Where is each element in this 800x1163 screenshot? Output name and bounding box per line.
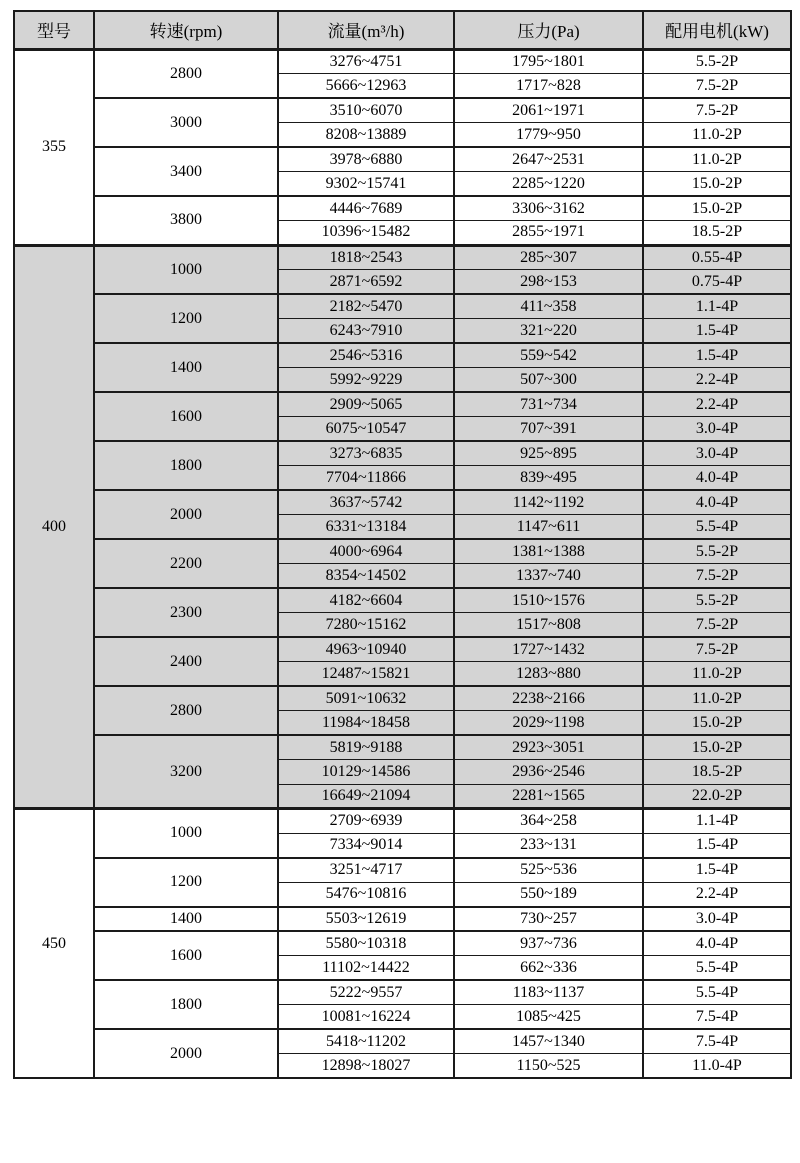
flow-cell: 7704~11866 [278,466,454,491]
motor-cell: 11.0-2P [643,686,791,711]
flow-cell: 2709~6939 [278,809,454,834]
pressure-cell: 1795~1801 [454,49,643,74]
motor-cell: 2.2-4P [643,368,791,393]
pressure-cell: 2029~1198 [454,711,643,736]
pressure-cell: 2285~1220 [454,172,643,197]
col-header-speed: 转速(rpm) [94,11,278,49]
flow-cell: 11102~14422 [278,956,454,981]
pressure-cell: 1779~950 [454,123,643,148]
flow-cell: 3276~4751 [278,49,454,74]
flow-cell: 8208~13889 [278,123,454,148]
motor-cell: 3.0-4P [643,441,791,466]
flow-cell: 6331~13184 [278,515,454,540]
rpm-cell: 3000 [94,98,278,147]
pressure-cell: 839~495 [454,466,643,491]
pressure-cell: 2281~1565 [454,784,643,809]
pressure-cell: 364~258 [454,809,643,834]
col-header-motor: 配用电机(kW) [643,11,791,49]
motor-cell: 5.5-4P [643,956,791,981]
pressure-cell: 1727~1432 [454,637,643,662]
motor-cell: 0.55-4P [643,245,791,270]
flow-cell: 7280~15162 [278,613,454,638]
flow-cell: 5992~9229 [278,368,454,393]
col-header-flow: 流量(m³/h) [278,11,454,49]
table-row [14,490,791,515]
rpm-cell: 2000 [94,1029,278,1078]
table-row [14,980,791,1005]
pressure-cell: 2855~1971 [454,221,643,246]
col-header-model: 型号 [14,11,94,49]
pressure-cell: 298~153 [454,270,643,295]
motor-cell: 18.5-2P [643,221,791,246]
flow-cell: 5666~12963 [278,74,454,99]
table-row [14,147,791,172]
flow-cell: 3978~6880 [278,147,454,172]
table-row [14,49,791,74]
table-row [14,343,791,368]
table-row [14,637,791,662]
flow-cell: 2546~5316 [278,343,454,368]
motor-cell: 2.2-4P [643,882,791,907]
pressure-cell: 2936~2546 [454,760,643,785]
motor-cell: 1.5-4P [643,858,791,883]
pressure-cell: 1150~525 [454,1054,643,1079]
pressure-cell: 411~358 [454,294,643,319]
rpm-cell: 1800 [94,980,278,1029]
pressure-cell: 731~734 [454,392,643,417]
motor-cell: 18.5-2P [643,760,791,785]
header-row [14,11,791,49]
pressure-cell: 1147~611 [454,515,643,540]
pressure-cell: 707~391 [454,417,643,442]
table-row [14,588,791,613]
motor-cell: 11.0-2P [643,123,791,148]
rpm-cell: 2800 [94,49,278,98]
pressure-cell: 937~736 [454,931,643,956]
motor-cell: 5.5-2P [643,539,791,564]
table-row [14,245,791,270]
pressure-cell: 1510~1576 [454,588,643,613]
pressure-cell: 1283~880 [454,662,643,687]
table-row [14,98,791,123]
table-row [14,907,791,932]
flow-cell: 7334~9014 [278,833,454,858]
flow-cell: 2182~5470 [278,294,454,319]
flow-cell: 5476~10816 [278,882,454,907]
flow-cell: 4182~6604 [278,588,454,613]
pressure-cell: 1517~808 [454,613,643,638]
flow-cell: 5222~9557 [278,980,454,1005]
motor-cell: 7.5-4P [643,1029,791,1054]
motor-cell: 1.5-4P [643,343,791,368]
rpm-cell: 3200 [94,735,278,809]
model-cell: 450 [14,809,94,1079]
flow-cell: 12898~18027 [278,1054,454,1079]
rpm-cell: 1400 [94,907,278,932]
col-header-pressure: 压力(Pa) [454,11,643,49]
table-row [14,441,791,466]
motor-cell: 3.0-4P [643,417,791,442]
motor-cell: 7.5-2P [643,98,791,123]
motor-cell: 11.0-4P [643,1054,791,1079]
rpm-cell: 1000 [94,245,278,294]
pressure-cell: 662~336 [454,956,643,981]
table-row [14,539,791,564]
motor-cell: 1.1-4P [643,809,791,834]
pressure-cell: 2238~2166 [454,686,643,711]
pressure-cell: 321~220 [454,319,643,344]
rpm-cell: 3800 [94,196,278,245]
flow-cell: 4000~6964 [278,539,454,564]
flow-cell: 3251~4717 [278,858,454,883]
motor-cell: 7.5-4P [643,1005,791,1030]
motor-cell: 2.2-4P [643,392,791,417]
motor-cell: 0.75-4P [643,270,791,295]
motor-cell: 15.0-2P [643,735,791,760]
pressure-cell: 1085~425 [454,1005,643,1030]
table-body [14,49,791,1078]
motor-cell: 4.0-4P [643,490,791,515]
rpm-cell: 2400 [94,637,278,686]
rpm-cell: 1600 [94,392,278,441]
pressure-cell: 550~189 [454,882,643,907]
motor-cell: 7.5-2P [643,613,791,638]
flow-cell: 3510~6070 [278,98,454,123]
flow-cell: 10396~15482 [278,221,454,246]
table-row [14,294,791,319]
fan-spec-table [13,10,792,1079]
pressure-cell: 2923~3051 [454,735,643,760]
rpm-cell: 2300 [94,588,278,637]
flow-cell: 2871~6592 [278,270,454,295]
rpm-cell: 1400 [94,343,278,392]
flow-cell: 2909~5065 [278,392,454,417]
rpm-cell: 1800 [94,441,278,490]
motor-cell: 1.1-4P [643,294,791,319]
flow-cell: 4963~10940 [278,637,454,662]
motor-cell: 3.0-4P [643,907,791,932]
pressure-cell: 1457~1340 [454,1029,643,1054]
pressure-cell: 559~542 [454,343,643,368]
pressure-cell: 507~300 [454,368,643,393]
flow-cell: 6075~10547 [278,417,454,442]
motor-cell: 4.0-4P [643,931,791,956]
pressure-cell: 925~895 [454,441,643,466]
flow-cell: 1818~2543 [278,245,454,270]
model-cell: 355 [14,49,94,245]
table-row [14,392,791,417]
pressure-cell: 1142~1192 [454,490,643,515]
table-row [14,735,791,760]
table-row [14,858,791,883]
rpm-cell: 1000 [94,809,278,858]
pressure-cell: 233~131 [454,833,643,858]
rpm-cell: 1200 [94,858,278,907]
pressure-cell: 1337~740 [454,564,643,589]
flow-cell: 9302~15741 [278,172,454,197]
table-row [14,196,791,221]
pressure-cell: 285~307 [454,245,643,270]
motor-cell: 7.5-2P [643,74,791,99]
motor-cell: 1.5-4P [643,833,791,858]
motor-cell: 15.0-2P [643,711,791,736]
motor-cell: 4.0-4P [643,466,791,491]
motor-cell: 15.0-2P [643,172,791,197]
flow-cell: 6243~7910 [278,319,454,344]
table-row [14,931,791,956]
motor-cell: 7.5-2P [643,637,791,662]
model-cell: 400 [14,245,94,809]
pressure-cell: 1717~828 [454,74,643,99]
motor-cell: 11.0-2P [643,662,791,687]
flow-cell: 12487~15821 [278,662,454,687]
motor-cell: 5.5-4P [643,515,791,540]
motor-cell: 22.0-2P [643,784,791,809]
rpm-cell: 2000 [94,490,278,539]
pressure-cell: 525~536 [454,858,643,883]
flow-cell: 5503~12619 [278,907,454,932]
motor-cell: 7.5-2P [643,564,791,589]
motor-cell: 15.0-2P [643,196,791,221]
flow-cell: 10081~16224 [278,1005,454,1030]
motor-cell: 11.0-2P [643,147,791,172]
flow-cell: 5418~11202 [278,1029,454,1054]
motor-cell: 5.5-4P [643,980,791,1005]
table-row [14,809,791,834]
table-row [14,686,791,711]
flow-cell: 8354~14502 [278,564,454,589]
pressure-cell: 2061~1971 [454,98,643,123]
pressure-cell: 1381~1388 [454,539,643,564]
pressure-cell: 2647~2531 [454,147,643,172]
flow-cell: 10129~14586 [278,760,454,785]
flow-cell: 3637~5742 [278,490,454,515]
motor-cell: 1.5-4P [643,319,791,344]
motor-cell: 5.5-2P [643,588,791,613]
flow-cell: 5819~9188 [278,735,454,760]
flow-cell: 11984~18458 [278,711,454,736]
flow-cell: 16649~21094 [278,784,454,809]
flow-cell: 4446~7689 [278,196,454,221]
pressure-cell: 730~257 [454,907,643,932]
rpm-cell: 2200 [94,539,278,588]
rpm-cell: 3400 [94,147,278,196]
rpm-cell: 1600 [94,931,278,980]
pressure-cell: 1183~1137 [454,980,643,1005]
rpm-cell: 1200 [94,294,278,343]
pressure-cell: 3306~3162 [454,196,643,221]
table-row [14,1029,791,1054]
flow-cell: 5580~10318 [278,931,454,956]
flow-cell: 3273~6835 [278,441,454,466]
motor-cell: 5.5-2P [643,49,791,74]
rpm-cell: 2800 [94,686,278,735]
flow-cell: 5091~10632 [278,686,454,711]
